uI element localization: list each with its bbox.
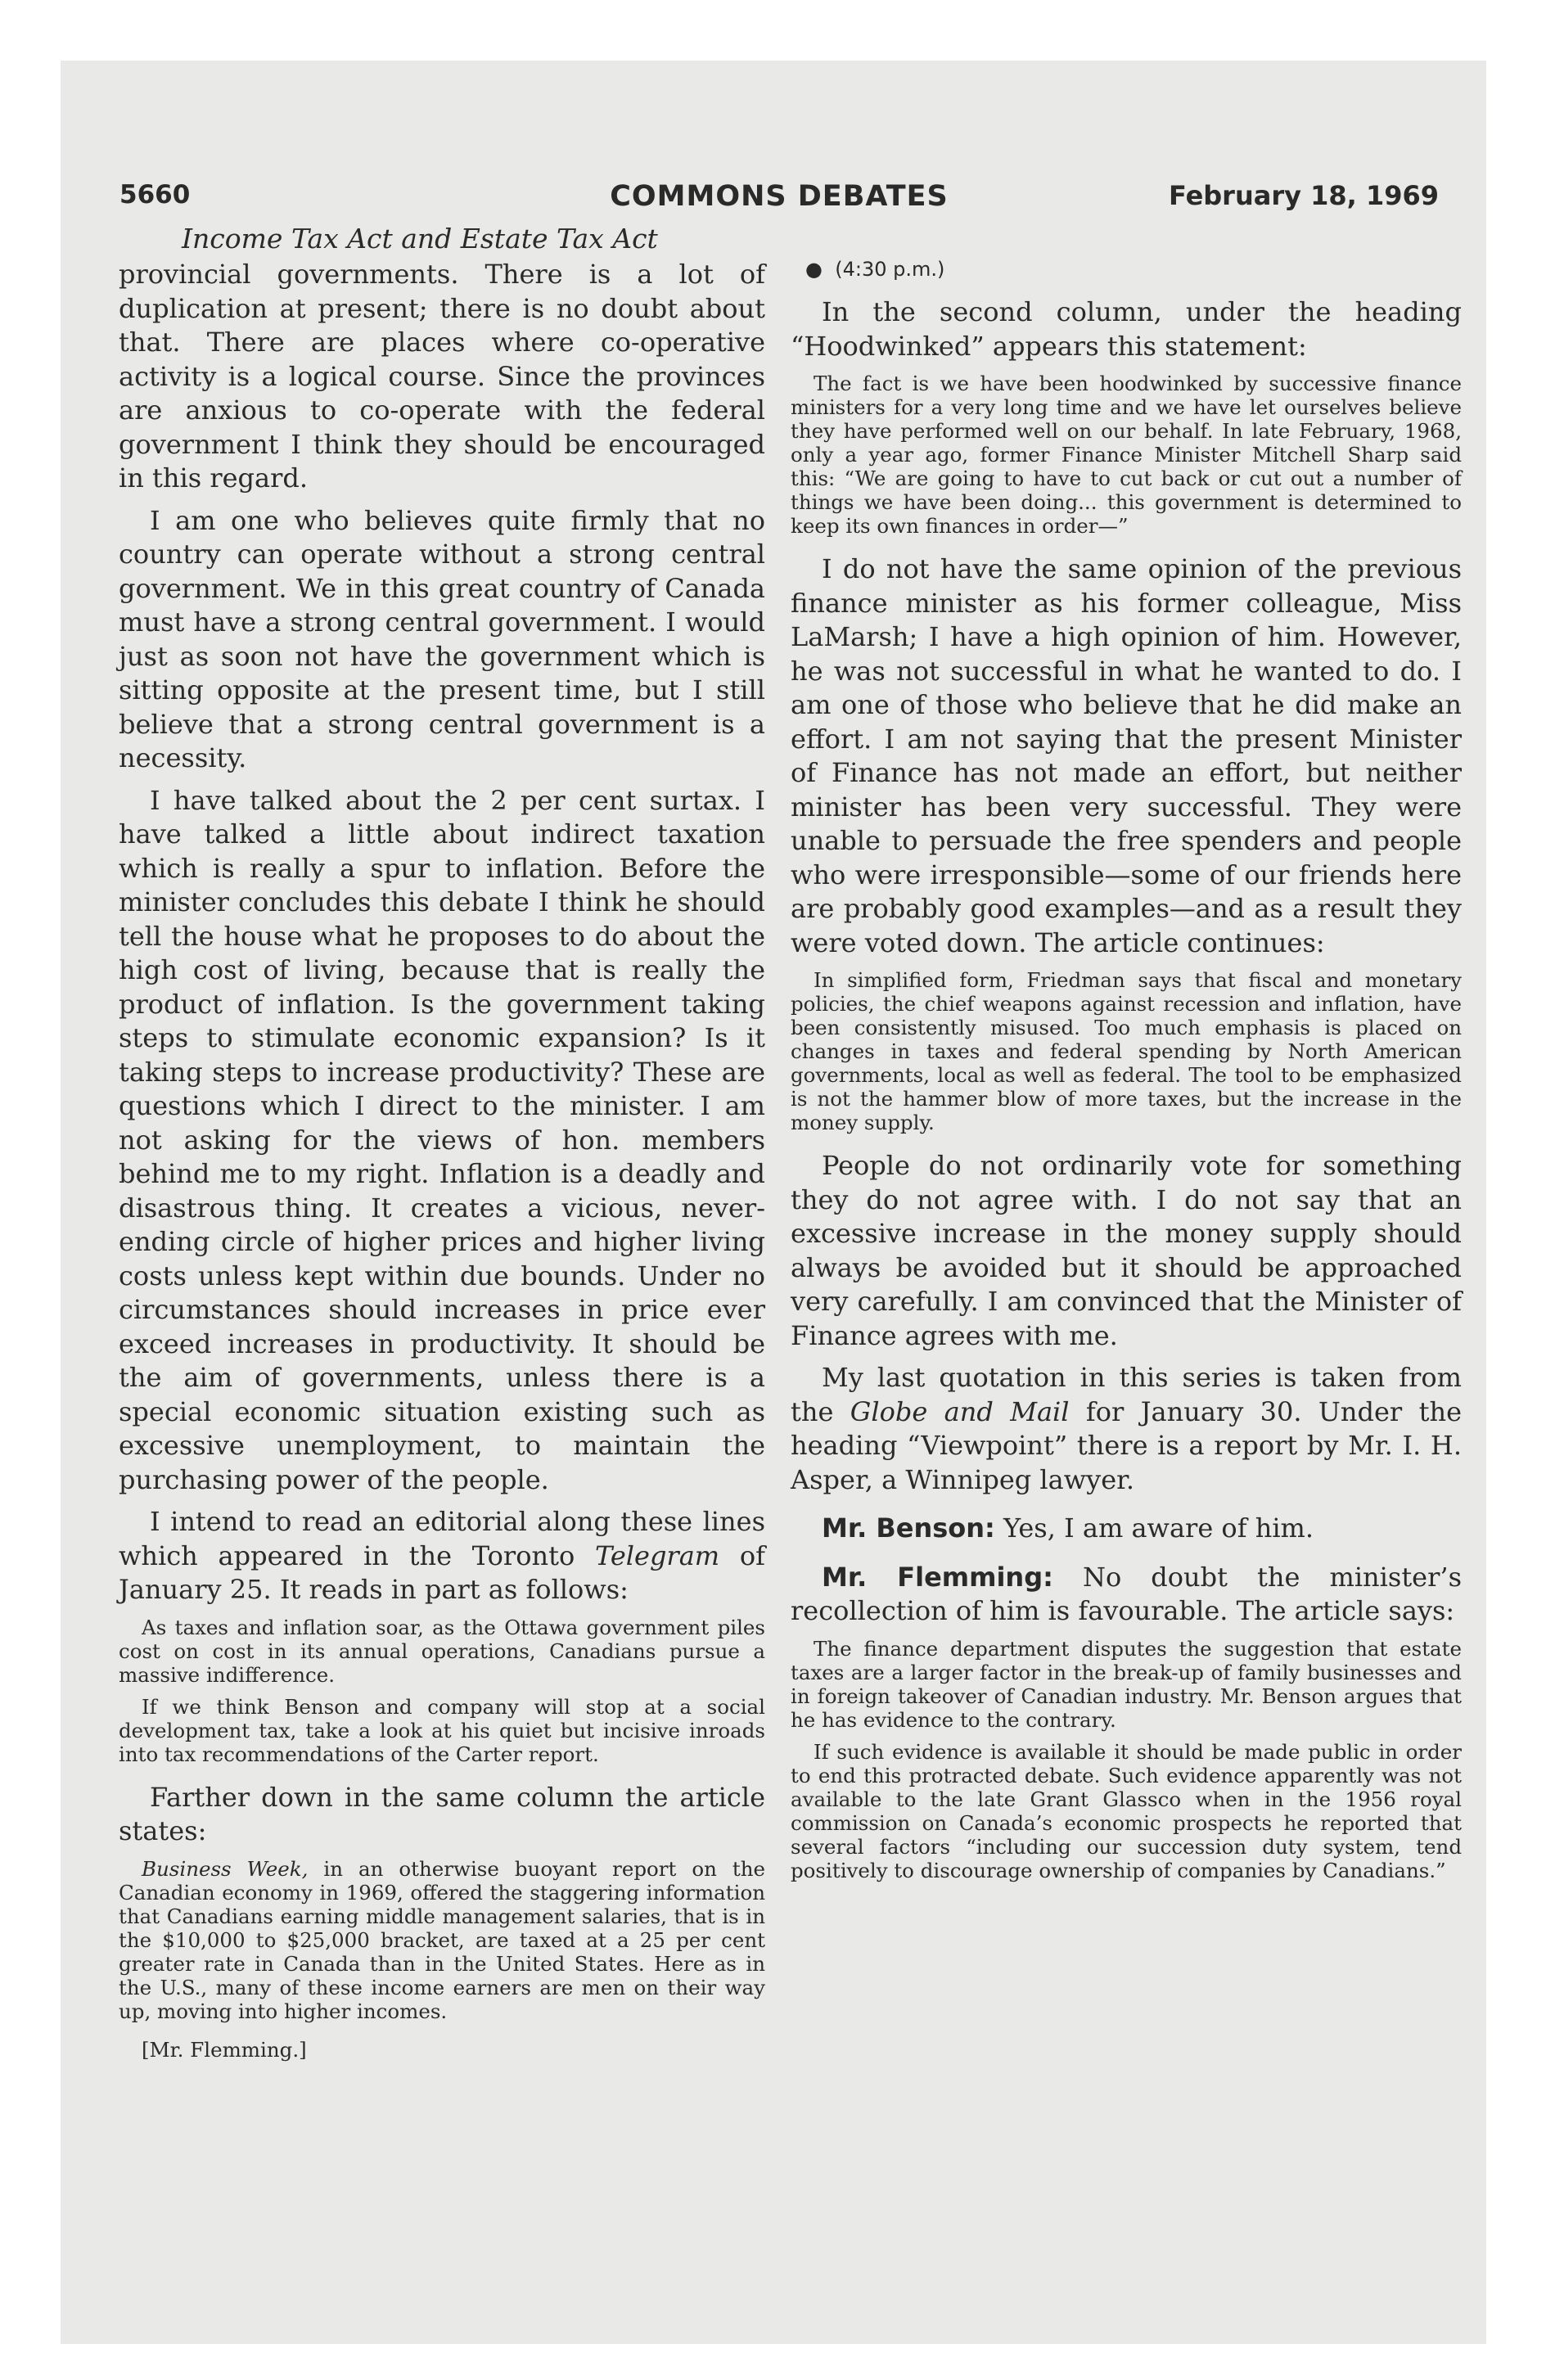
block-quote: As taxes and inflation soar, as the Ottawa government piles cost on cost in its annual operations, Canadians pursue a massive indifference. bbox=[119, 1615, 765, 1687]
page-date: February 18, 1969 bbox=[1169, 180, 1439, 211]
bullet-icon: ● bbox=[805, 258, 823, 281]
time-stamp: ● (4:30 p.m.) bbox=[805, 258, 945, 281]
paragraph: I do not have the same opinion of the previous finance minister as his former colleague, Miss LaMarsh; I have a high opinion of him. However, he was not successful in what he wanted to do. I am one of those who believe that he did make an effort. I am not saying that the present Minister of Finance has not made an effort, but neither minister has been very successful. They were unable to persuade the free spenders and people who were irresponsible—some of our friends here are probably good examples—and as a result they were voted down. The article continues: bbox=[791, 553, 1462, 958]
speaker-name: Mr. Flemming: bbox=[822, 1561, 1053, 1593]
paragraph: provincial governments. There is a lot of duplication at present; there is no doubt about that. There are places where co-operative activity is a logical course. Since the provinces are anxious to co-operate with the federal government I think they should be encouraged in this regard. bbox=[119, 259, 765, 494]
block-quote: If we think Benson and company will stop at a social development tax, take a look at his quiet but incisive inroads into tax recommendations of the Carter report. bbox=[119, 1694, 765, 1766]
paragraph: Farther down in the same column the article states: bbox=[119, 1781, 765, 1846]
block-quote: In simplified form, Friedman says that fiscal and monetary policies, the chief weapons against recession and inflation, have been consistently misused. Too much emphasis is placed on changes in taxes and federal spending by North American governments, local as well as federal. The tool to be emphasized is not the hammer blow of more taxes, but the increase in the money supply. bbox=[791, 968, 1462, 1134]
speaker-tag: [Mr. Flemming.] bbox=[142, 2037, 307, 2062]
running-subheading: Income Tax Act and Estate Tax Act bbox=[182, 223, 658, 255]
block-quote: The finance department disputes the suggestion that estate taxes are a larger factor in the break-up of family businesses and in foreign takeover of Canadian industry. Mr. Benson argues that he has evidence to the contrary. bbox=[791, 1636, 1462, 1732]
left-column bbox=[119, 258, 765, 2062]
speaker-paragraph: Mr. Benson: Yes, I am aware of him. bbox=[822, 1512, 1314, 1544]
right-column bbox=[791, 258, 1462, 1882]
speaker-paragraph: Mr. Flemming: No doubt the minister’s recollection of him is favourable. The article says: bbox=[791, 1561, 1462, 1626]
block-quote: Business Week, in an otherwise buoyant report on the Canadian economy in 1969, offered the staggering information that Canadians earning middle management salaries, that is in the $10,000 to $25,000 bracket, are taxed at a 25 per cent greater rate in Canada than in the United States. Here as in the U.S., many of these income earners are men on their way up, moving into higher incomes. bbox=[119, 1856, 765, 2023]
paragraph: In the second column, under the heading “Hoodwinked” appears this statement: bbox=[791, 296, 1462, 362]
publication-title: COMMONS DEBATES bbox=[610, 180, 949, 213]
paragraph: My last quotation in this series is taken from the Globe and Mail for January 30. Under the heading “Viewpoint” there is a report by Mr. I. H. Asper, a Winnipeg lawyer. bbox=[791, 1362, 1463, 1495]
block-quote: The fact is we have been hoodwinked by successive finance ministers for a very long time and we have let ourselves believe they have performed well on our behalf. In late February, 1968, only a year ago, former Finance Minister Mitchell Sharp said this: “We are going to have to cut back or cut out a number of things we have been doing... this government is determined to keep its own finances in order—” bbox=[791, 372, 1462, 538]
page-header bbox=[119, 180, 1439, 221]
block-quote: If such evidence is available it should be made public in order to end this protracted debate. Such evidence apparently was not available to the late Grant Glassco when in the 1956 royal commission on Canada’s economic prospects he reported that several factors “including our succession duty system, tend positively to discourage ownership of companies by Canadians.” bbox=[791, 1739, 1462, 1882]
page-number: 5660 bbox=[119, 180, 191, 210]
paragraph: I am one who believes quite firmly that no country can operate without a strong central government. We in this great country of Canada must have a strong central government. I would just as soon not have the government which is sitting opposite at the present time, but I still believe that a strong central government is a necessity. bbox=[119, 504, 765, 773]
speaker-name: Mr. Benson: bbox=[822, 1512, 995, 1544]
paragraph: I intend to read an editorial along these lines which appeared in the Toronto Telegram of January 25. It reads in part as follows: bbox=[119, 1506, 765, 1605]
paragraph: I have talked about the 2 per cent surtax. I have talked a little about indirect taxation which is really a spur to inflation. Before the minister concludes this debate I think he should tell the house what he proposes to do about the high cost of living, because that is really the product of inflation. Is the government taking steps to stimulate economic expansion? Is it taking steps to increase productivity? These are questions which I direct to the minister. I am not asking for the views of hon. members behind me to my right. Inflation is a deadly and disastrous thing. It creates a vicious, never-ending circle of higher prices and higher living costs unless kept within due bounds. Under no circumstances should increases in price ever exceed increases in productivity. It should be the aim of governments, unless there is a special economic situation existing such as excessive unemployment, to maintain the purchasing power of the people. bbox=[119, 784, 765, 1495]
paragraph: People do not ordinarily vote for something they do not agree with. I do not say that an excessive increase in the money supply should always be avoided but it should be approached very carefully. I am convinced that the Minister of Finance agrees with me. bbox=[791, 1150, 1462, 1351]
